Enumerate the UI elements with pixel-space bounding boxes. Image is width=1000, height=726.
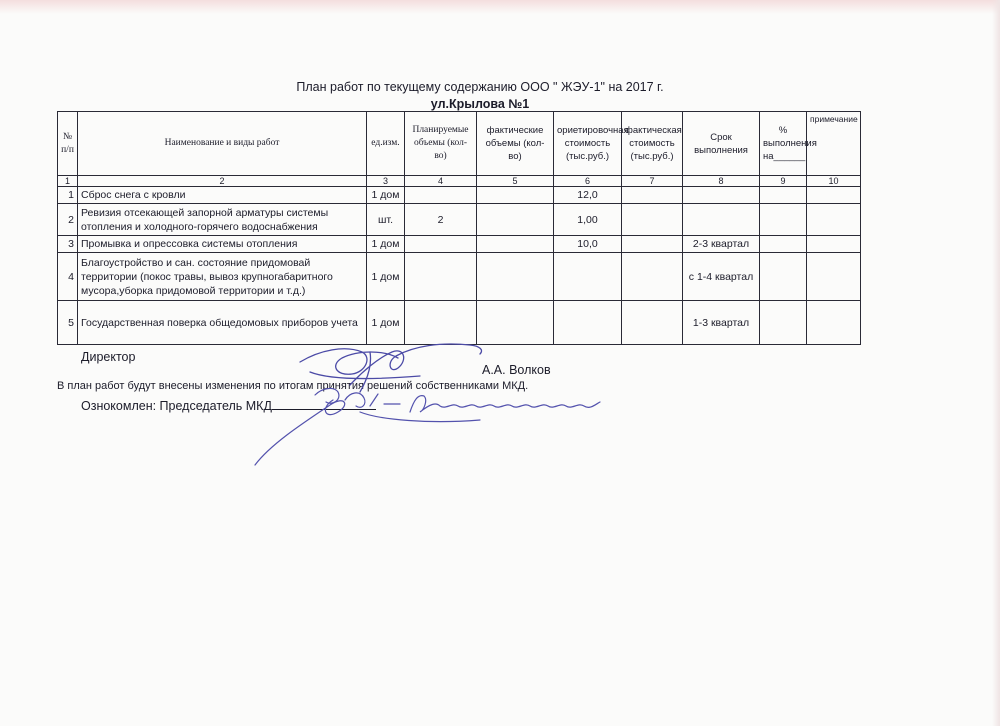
row-actual (477, 204, 554, 236)
header-percent: % выполнения на______ (760, 112, 807, 176)
row-planned: 2 (405, 204, 477, 236)
row-unit: 1 дом (367, 236, 405, 253)
row-remark (807, 236, 861, 253)
column-number: 5 (477, 176, 554, 187)
row-no: 1 (58, 187, 78, 204)
row-planned (405, 253, 477, 301)
header-fact-cost: фактическая стоимость (тыс.руб.) (622, 112, 683, 176)
changes-note: В план работ будут внесены изменения по итогам принятия решений собственниками МКД. (57, 380, 529, 392)
row-term: с 1-4 квартал (683, 253, 760, 301)
row-est-cost (554, 301, 622, 345)
header-name: Наименование и виды работ (78, 112, 367, 176)
row-planned (405, 236, 477, 253)
row-percent (760, 236, 807, 253)
document-title: План работ по текущему содержанию ООО " ЖЭУ-1" на 2017 г. (296, 80, 664, 94)
row-unit: 1 дом (367, 301, 405, 345)
row-no: 2 (58, 204, 78, 236)
row-no: 4 (58, 253, 78, 301)
row-unit: 1 дом (367, 253, 405, 301)
header-no: № п/п (58, 112, 78, 176)
row-no: 5 (58, 301, 78, 345)
column-number: 1 (58, 176, 78, 187)
row-actual (477, 236, 554, 253)
column-number: 4 (405, 176, 477, 187)
row-est-cost: 1,00 (554, 204, 622, 236)
row-fact-cost (622, 301, 683, 345)
row-fact-cost (622, 204, 683, 236)
row-est-cost: 12,0 (554, 187, 622, 204)
acknowledgement-line (81, 399, 376, 413)
header-est-cost: ориетировочная стоимость (тыс.руб.) (554, 112, 622, 176)
row-unit: 1 дом (367, 187, 405, 204)
row-name: Промывка и опрессовка системы отопления (78, 236, 367, 253)
column-number-row (58, 176, 861, 187)
row-actual (477, 301, 554, 345)
row-remark (807, 204, 861, 236)
row-planned (405, 301, 477, 345)
row-name: Государственная поверка общедомовых приборов учета (78, 301, 367, 345)
column-number: 2 (78, 176, 367, 187)
column-number: 9 (760, 176, 807, 187)
row-term: 2-3 квартал (683, 236, 760, 253)
scan-edge-right (992, 0, 1000, 726)
director-label: Директор (81, 350, 136, 364)
table-row (58, 253, 861, 301)
row-percent (760, 301, 807, 345)
column-number: 3 (367, 176, 405, 187)
acknowledgement-label: Ознокомлен: Председатель МКД (81, 399, 272, 413)
column-number: 6 (554, 176, 622, 187)
row-name: Благоустройство и сан. состояние придомовай территории (покос травы, вывоз крупногабаритного мусора,уборка придомовой территории и т.д.) (78, 253, 367, 301)
row-fact-cost (622, 187, 683, 204)
table-row (58, 187, 861, 204)
row-term (683, 187, 760, 204)
document-subtitle: ул.Крылова №1 (430, 97, 530, 111)
row-unit: шт. (367, 204, 405, 236)
row-est-cost (554, 253, 622, 301)
row-no: 3 (58, 236, 78, 253)
row-term (683, 204, 760, 236)
work-plan-table (57, 111, 861, 345)
row-remark (807, 253, 861, 301)
row-percent (760, 204, 807, 236)
header-term: Срок выполнения (683, 112, 760, 176)
column-number: 7 (622, 176, 683, 187)
row-remark (807, 301, 861, 345)
row-est-cost: 10,0 (554, 236, 622, 253)
table-header-row (58, 112, 861, 176)
column-number: 8 (683, 176, 760, 187)
row-planned (405, 187, 477, 204)
header-unit: ед.изм. (367, 112, 405, 176)
director-name: А.А. Волков (482, 363, 551, 377)
row-percent (760, 187, 807, 204)
row-percent (760, 253, 807, 301)
header-remark: примечание (807, 112, 861, 176)
row-remark (807, 187, 861, 204)
row-fact-cost (622, 253, 683, 301)
row-fact-cost (622, 236, 683, 253)
table-row (58, 204, 861, 236)
column-number: 10 (807, 176, 861, 187)
signature-blank (272, 399, 376, 410)
header-actual: фактические объемы (кол-во) (477, 112, 554, 176)
scan-edge-top (0, 0, 1000, 14)
table-row (58, 236, 861, 253)
table-row (58, 301, 861, 345)
row-actual (477, 187, 554, 204)
row-name: Сброс снега с кровли (78, 187, 367, 204)
row-actual (477, 253, 554, 301)
row-term: 1-3 квартал (683, 301, 760, 345)
row-name: Ревизия отсекающей запорной арматуры системы отопления и холодного-горячего водоснабжения (78, 204, 367, 236)
header-planned: Планируемые объемы (кол-во) (405, 112, 477, 176)
